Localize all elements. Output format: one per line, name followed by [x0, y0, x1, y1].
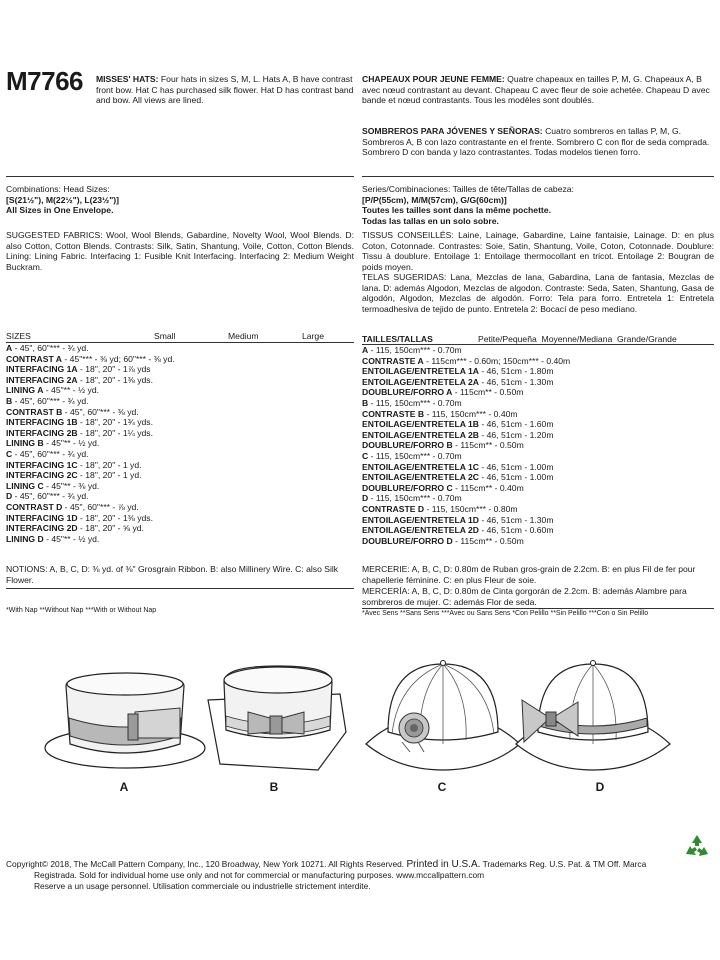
divider-right-top [362, 176, 714, 177]
yardage-row-value: - 18", 20" - 1 yd. [77, 459, 142, 470]
yardage-row-value: - 115, 150cm*** - 0.70m [368, 345, 462, 355]
yardage-row [6, 396, 354, 407]
yardage-row-value: - 45"*** - ⅜ yd; 60"*** - ⅜ yd. [62, 353, 175, 364]
yardage-row-value: - 45", 60"*** - ¾ yd. [12, 491, 89, 502]
yardage-row-value: - 45", 60"*** - ¾ yd. [12, 448, 89, 459]
recycle-icon [682, 832, 712, 862]
yardage-row-label: LINING D [6, 533, 44, 544]
french-title: CHAPEAUX POUR JEUNE FEMME: [362, 74, 505, 84]
yardage-row [6, 523, 354, 534]
notions-rule-en [6, 588, 354, 589]
french-desc-text: Quatre chapeaux en tailles P, M, G. Chapeaux A, B avec nœud contrastant au devant. Chapeau C avec fleur de soie achetée. Chapeau D avec bande et nœud contrastants. Tous les modèles sont doublés. [362, 74, 710, 106]
yardage-row [362, 462, 714, 473]
yardage-row [362, 430, 714, 441]
view-label-b: B [269, 780, 279, 794]
yardage-row-label: DOUBLURE/FORRO A [362, 387, 453, 398]
yardage-row [6, 375, 354, 386]
hat-b-illustration [200, 660, 350, 780]
yardage-row [6, 438, 354, 449]
yardage-row [6, 364, 354, 375]
col-large: Large [302, 331, 324, 341]
yardage-row [6, 513, 354, 524]
yardage-row-label: ENTOILAGE/ENTRETELA 2B [362, 429, 479, 440]
spanish-description [362, 126, 714, 158]
yardage-row [362, 345, 714, 356]
yardage-row-label: ENTOILAGE/ENTRETELA 1C [362, 461, 479, 472]
yardage-row-label: INTERFACING 1C [6, 459, 78, 470]
yardage-row-value: - 46, 51cm - 1.00m [478, 461, 554, 472]
mercerie-fr: MERCERIE: A, B, C, D: 0.80m de Ruban gros-grain de 2.2cm. B: en plus Fil de fer pour chapellerie féminine. C: en plus Fleur de soie. [362, 564, 696, 585]
yardage-row-value: - 46, 51cm - 1.30m [478, 514, 554, 525]
yardage-row-value: - 115, 150cm*** - 0.40m [424, 408, 518, 419]
head-sizes: [S(21½"), M(22½"), L(23½")] [6, 194, 119, 205]
yardage-row-value: - 18", 20" - 1⅜ yds. [77, 512, 153, 523]
english-description [96, 74, 354, 106]
yardage-row [6, 470, 354, 481]
view-label-a: A [119, 780, 129, 794]
merceria-es: MERCERÍA: A, B, C, D: 0.80m de Cinta gorgorán de 2.2cm. B: además Alambre para sombreros de mujer. C: además Flor de seda. [362, 586, 687, 607]
col-small: Small [154, 331, 176, 341]
yardage-row-value: - 45"** - ⅜ yd. [43, 480, 100, 491]
yardage-row-value: - 115, 150cm*** - 0.70m [368, 493, 462, 504]
yardage-row [362, 409, 714, 420]
yardage-row-label: A [6, 343, 13, 353]
yardage-row-label: INTERFACING 1B [6, 417, 78, 428]
yardage-row-value: - 46, 51cm - 1.20m [478, 429, 554, 440]
yardage-row-label: ENTOILAGE/ENTRETELA 1D [362, 514, 479, 525]
yardage-row-label: DOUBLURE/FORRO D [362, 535, 453, 546]
yardage-row [362, 493, 714, 504]
yardage-row [6, 343, 354, 354]
yardage-row-label: C [362, 450, 369, 461]
view-label-c: C [437, 780, 447, 794]
yardage-row [362, 356, 714, 367]
hat-d-illustration [508, 652, 678, 782]
footnote-rule-fr [362, 608, 714, 609]
yardage-row-value: - 115, 150cm*** - 0.70m [368, 450, 462, 461]
yardage-row-value: - 18", 20" - ⅝ yd. [77, 523, 144, 534]
hat-c-illustration [358, 652, 528, 782]
yardage-row-value: - 46, 51cm - 1.60m [478, 419, 554, 430]
copyright-line-3: Reserve a un usage personnel. Utilisation commerciale ou industrielle strictement interdite. [34, 881, 371, 891]
yardage-row-label: INTERFACING 2B [6, 427, 78, 438]
suggested-fabrics-es: TELAS SUGERIDAS: Lana, Mezclas de lana, Gabardina, Lana de fantasia, Mezclas de lana. D: además Algodon, Mezclas de algodon. Contraste: Seda, Saten, Shantung, Gasa de algodón, Algodon, Mezclas de algodón. Forro: Tela para forro. Entretela 1: Entretela termoadhesiva de tejido de punto. Entretela 2: Bocací de peso mediano. [362, 272, 714, 314]
yardage-row-value: - 115, 150cm*** - 0.80m [424, 503, 518, 514]
pattern-code: M7766 [6, 66, 83, 96]
yardage-row-label: D [362, 493, 369, 504]
yardage-row-label: D [6, 491, 13, 502]
yardage-row-value: - 46, 51cm - 1.00m [478, 472, 554, 483]
yardage-row-label: LINING B [6, 438, 44, 449]
yardage-row [6, 491, 354, 502]
copyright-line-1 [6, 859, 674, 870]
yardage-row-label: CONTRASTE D [362, 503, 425, 514]
copyright-block [6, 859, 674, 892]
sizes-label: SIZES [6, 331, 31, 341]
yardage-row-value: - 18", 20" - 1¾ yds. [77, 417, 153, 428]
yardage-row-label: ENTOILAGE/ENTRETELA 2A [362, 376, 479, 387]
yardage-row-label: CONTRAST B [6, 406, 63, 417]
yardage-row [362, 377, 714, 388]
english-title: MISSES' HATS: [96, 74, 159, 84]
yardage-row-value: - 45"** - ½ yd. [43, 385, 99, 396]
yardage-row-value: - 45"** - ½ yd. [43, 438, 100, 449]
yardage-row-value: - 115, 150cm*** - 0.70m [368, 397, 462, 408]
yardage-row [6, 407, 354, 418]
yardage-row-value: - 46, 51cm - 1.80m [478, 366, 554, 377]
yardage-row-label: B [6, 395, 13, 406]
col-medium: Medium [228, 331, 259, 341]
yardage-row-value: - 45", 60"*** - ¾ yd. [12, 343, 89, 353]
yardage-row [6, 449, 354, 460]
combinations-en [6, 184, 346, 216]
yardage-row [6, 385, 354, 396]
tailles-label: TAILLES/TALLAS [362, 334, 433, 344]
yardage-row [362, 525, 714, 536]
yardage-row-value: - 45", 60"*** - ¾ yd. [12, 395, 89, 406]
yardage-list-fr [362, 345, 714, 546]
series-label: Series/Combinaciones: Tailles de tête/Tallas de cabeza: [362, 184, 574, 194]
head-sizes-fr: [P/P(55cm), M/M(57cm), G/G(60cm)] [362, 194, 507, 205]
yardage-row [362, 387, 714, 398]
combinations-label: Combinations: Head Sizes: [6, 184, 110, 194]
footnote-en: *With Nap **Without Nap ***With or Without Nap [6, 607, 157, 614]
yardage-row [362, 398, 714, 409]
yardage-row-label: INTERFACING 1D [6, 512, 78, 523]
yardage-row-value: - 115cm*** - 0.60m; 150cm*** - 0.40m [423, 355, 571, 366]
yardage-row [6, 481, 354, 492]
trademark-text: Trademarks Reg. U.S. Pat. & TM Off. Marca [482, 859, 647, 869]
yardage-row [6, 354, 354, 365]
yardage-row-value: - 45", 60"*** - ⅜ yd. [62, 406, 139, 417]
sizes-header-en [6, 331, 354, 342]
yardage-row-label: A [362, 345, 369, 355]
yardage-row-label: ENTOILAGE/ENTRETELA 1A [362, 366, 479, 377]
yardage-row-value: - 115cm** - 0.50m [452, 440, 524, 451]
spanish-desc-text: Cuatro sombreros en tallas P, M, G. Sombreros A, B con lazo contrastante en el frente. Sombrero C con flor de seda comprada. Sombrero D con banda y lazo contrastantes. Todas modelos tienen forro. [362, 126, 710, 158]
tailles-cols: Petite/Pequeña Moyenne/Mediana Grande/Grande [478, 334, 677, 344]
yardage-row-value: - 18", 20" - 1⅜ yds. [77, 374, 153, 385]
all-sizes-note: All Sizes in One Envelope. [6, 205, 114, 216]
suggested-fabrics-en: SUGGESTED FABRICS: Wool, Wool Blends, Gabardine, Novelty Wool, Wool Blends. D: also Cotton, Cotton Blends. Contrasts: Silk, Satin, Shantung, Voile, Cotton, Cotton Blends. Lining: Lining Fabric. Interfacing 1: Fusible Knit Interfacing. Interfacing 2: Medium Weight Buckram. [6, 230, 354, 272]
yardage-row-label: C [6, 448, 13, 459]
yardage-row [6, 502, 354, 513]
all-sizes-note-es: Todas las tallas en un solo sobre. [362, 215, 499, 226]
yardage-row-label: CONTRAST D [6, 501, 63, 512]
yardage-row-label: ENTOILAGE/ENTRETELA 2C [362, 472, 479, 483]
printed-in-usa: Printed in U.S.A. [406, 859, 481, 870]
yardage-row [362, 419, 714, 430]
yardage-row-label: INTERFACING 1A [6, 364, 78, 375]
copyright-text: Copyright© 2018, The McCall Pattern Company, Inc., 120 Broadway, New York 10271. All Rights Reserved. [6, 859, 405, 869]
divider-left-top [6, 176, 354, 177]
spanish-title: SOMBREROS PARA JÓVENES Y SEÑORAS: [362, 126, 543, 136]
yardage-row [362, 440, 714, 451]
yardage-row-value: - 115cm** - 0.50m [452, 387, 524, 398]
yardage-row [6, 417, 354, 428]
yardage-row [362, 472, 714, 483]
french-description [362, 74, 714, 106]
hat-a-illustration [40, 666, 210, 776]
yardage-row-value: - 18", 20" - 1¼ yds. [77, 427, 153, 438]
sizes-header-fr [362, 334, 714, 345]
yardage-row-label: ENTOILAGE/ENTRETELA 2D [362, 525, 479, 536]
english-desc-text: Four hats in sizes S, M, L. Hats A, B have contrast front bow. Hat C has purchased silk flower. Hat D has contrast band and bow. All views are lined. [96, 74, 354, 106]
yardage-list-en [6, 343, 354, 544]
yardage-row [362, 451, 714, 462]
combinations-fr [362, 184, 714, 226]
copyright-line-2: Registrada. Sold for individual home use only and not for commercial or manufacturing purposes. www.mccallpattern.com [34, 870, 485, 880]
yardage-row-value: - 45"** - ½ yd. [43, 533, 100, 544]
yardage-row-value: - 45", 60"*** - ⅞ yd. [62, 501, 139, 512]
yardage-row-value: - 46, 51cm - 0.60m [478, 525, 554, 536]
yardage-row-label: CONTRASTE B [362, 408, 425, 419]
yardage-row-label: CONTRASTE A [362, 355, 424, 366]
yardage-row-label: INTERFACING 2D [6, 523, 78, 534]
yardage-row-label: DOUBLURE/FORRO B [362, 440, 453, 451]
yardage-row-value: - 115cm** - 0.40m [452, 482, 524, 493]
footnote-fr: *Avec Sens **Sans Sens ***Avec ou Sans Sens *Con Pelillo **Sin Pelillo ***Con o Sin Pelillo [362, 610, 649, 617]
yardage-row-label: CONTRAST A [6, 353, 63, 364]
yardage-row [6, 428, 354, 439]
yardage-row-label: INTERFACING 2A [6, 374, 78, 385]
yardage-row-label: DOUBLURE/FORRO C [362, 482, 453, 493]
yardage-row-value: - 18", 20" - 1 yd. [77, 470, 142, 481]
notions-en: NOTIONS: A, B, C, D: ⅜ yd. of ⅜" Grosgrain Ribbon. B: also Millinery Wire. C: also Silk Flower. [6, 564, 339, 585]
yardage-row-label: LINING C [6, 480, 44, 491]
yardage-row [362, 536, 714, 547]
yardage-row [6, 534, 354, 545]
yardage-row-value: - 115cm** - 0.50m [452, 535, 524, 546]
yardage-row-label: B [362, 397, 369, 408]
yardage-row [362, 366, 714, 377]
suggested-fabrics-fr: TISSUS CONSEILLÉS: Laine, Lainage, Gabardine, Laine fantaisie, Lainage. D: en plus Coton, Cotonnade. Contrastes: Soie, Satin, Shantung, Voile, Coton, Cotonnade. Doublure: Tissu à doublure. Entoilage 1: Entoilage thermocollant en tricot. Entoilage 2: Bougran de poids moyen. [362, 230, 714, 272]
yardage-row [362, 504, 714, 515]
yardage-row-label: INTERFACING 2C [6, 470, 78, 481]
yardage-row-value: - 18", 20" - 1⅞ yds [77, 364, 151, 375]
yardage-row-value: - 46, 51cm - 1.30m [478, 376, 554, 387]
yardage-row [362, 515, 714, 526]
yardage-row [6, 460, 354, 471]
yardage-row-label: LINING A [6, 385, 44, 396]
yardage-row [362, 483, 714, 494]
all-sizes-note-fr: Toutes les tailles sont dans la même pochette. [362, 205, 551, 216]
view-label-d: D [595, 780, 605, 794]
yardage-row-label: ENTOILAGE/ENTRETELA 1B [362, 419, 479, 430]
